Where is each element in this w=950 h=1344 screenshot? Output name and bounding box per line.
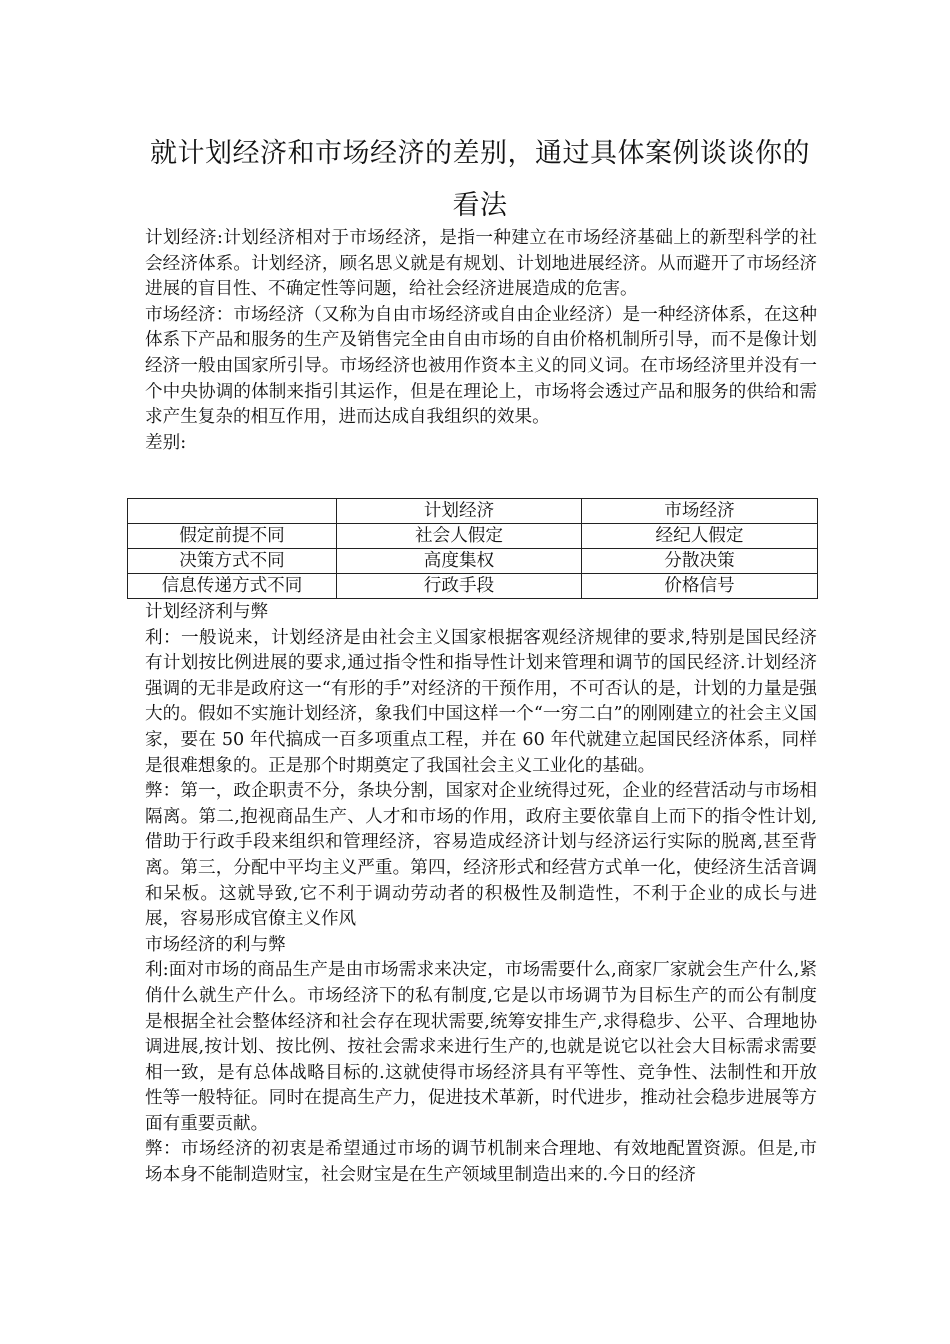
market-economy-definition: 市场经济：市场经济（又称为自由市场经济或自由企业经济）是一种经济体系，在这种体系下产品和服务的生产及销售完全由自由市场的自由价格机制所引导，而不是像计划经济一般由国家所引导。市场经济也被用作资本主义的同义词。在市场经济里并没有一个中央协调的体制来指引其运作，但是在理论上，市场将会透过产品和服务的供给和需求产生复杂的相互作用，进而达成自我组织的效果。 [145,304,817,428]
table-cell: 高度集权 [337,549,582,574]
intro-section [145,226,817,456]
differences-label: 差别: [145,432,187,453]
planned-economy-heading: 计划经济利与弊 [145,602,269,622]
differences-table [127,498,818,599]
table-cell: 行政手段 [337,574,582,599]
table-header-cell: 市场经济 [582,499,818,524]
table-header-cell: 计划经济 [337,499,582,524]
table-header-row [128,499,818,524]
planned-economy-definition: 计划经济:计划经济相对于市场经济，是指一种建立在市场经济基础上的新型科学的社会经济体系。计划经济，顾名思义就是有规划、计划地进展经济。从而避开了市场经济进展的盲目性、不确定性等问题，给社会经济进展造成的危害。 [145,228,817,300]
table-cell: 假定前提不同 [128,524,337,549]
planned-economy-disadvantages: 弊：第一，政企职责不分，条块分割，国家对企业统得过死，企业的经营活动与市场相隔离。第二,抱视商品生产、人才和市场的作用，政府主要依靠自上而下的指令性计划,借助于行政手段来组织和管理经济，容易造成经济计划与经济运行实际的脱离,甚至背离。第三，分配中平均主义严重。第四，经济形式和经营方式单一化，使经济生活音调和呆板。这就导致,它不利于调动劳动者的积极性及制造性，不利于企业的成长与进展，容易形成官僚主义作风 [145,781,817,930]
market-economy-heading: 市场经济的利与弊 [145,934,286,955]
table-cell: 经纪人假定 [582,524,818,549]
table-row [128,549,818,574]
table-row [128,574,818,599]
table-cell: 分散决策 [582,549,818,574]
table-cell: 信息传递方式不同 [128,574,337,599]
table-cell: 价格信号 [582,574,818,599]
table-cell: 决策方式不同 [128,549,337,574]
analysis-section [145,600,817,1189]
planned-economy-advantages: 利：一般说来，计划经济是由社会主义国家根据客观经济规律的要求,特别是国民经济有计划按比例进展的要求,通过指令性和指导性计划来管理和调节的国民经济.计划经济强调的无非是政府这一“有形的手”对经济的干预作用，不可否认的是，计划的力量是强大的。假如不实施计划经济，象我们中国这样一个“一穷二白”的刚刚建立的社会主义国家，要在 50 年代搞成一百多项重点工程，并在 60 年代就建立起国民经济体系，同样是很难想象的。正是那个时期奠定了我国社会主义工业化的基础。 [145,627,817,776]
market-economy-disadvantages: 弊：市场经济的初衷是希望通过市场的调节机制来合理地、有效地配置资源。但是,市场本身不能制造财宝，社会财宝是在生产领域里制造出来的.今日的经济 [145,1139,817,1186]
table-header-cell [128,499,337,524]
document-title: 就计划经济和市场经济的差别，通过具体案例谈谈你的看法 [150,138,810,221]
market-economy-advantages: 利:面对市场的商品生产是由市场需求来决定，市场需要什么,商家厂家就会生产什么,紧俏什么就生产什么。市场经济下的私有制度,它是以市场调节为目标生产的而公有制度是根据全社会整体经济和社会存在现状需要,统筹安排生产,求得稳步、公平、合理地协调进展,按计划、按比例、按社会需求来进行生产的,也就是说它以社会大目标需求需要相一致，是有总体战略目标的.这就使得市场经济具有平等性、竞争性、法制性和开放性等一般特征。同时在提高生产力，促进技术革新，时代进步，推动社会稳步进展等方面有重要贡献。 [145,960,817,1134]
table-row [128,524,818,549]
table-cell: 社会人假定 [337,524,582,549]
